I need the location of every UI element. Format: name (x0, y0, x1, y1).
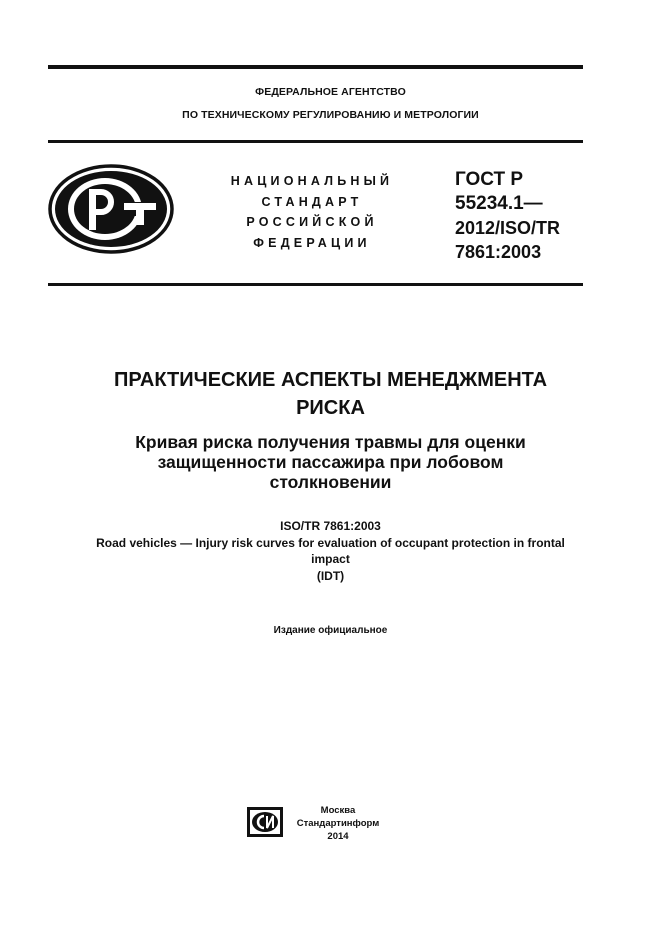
subtitle-line2: защищенности пассажира при лобовом (157, 452, 504, 472)
agency-name-line1: ФЕДЕРАЛЬНОЕ АГЕНТСТВО (255, 86, 406, 98)
masthead-rule (48, 283, 583, 286)
subtitle-line3: столкновении (269, 472, 392, 492)
subtitle-line1: Кривая риска получения травмы для оценки (135, 432, 526, 452)
national-standard-label (212, 171, 412, 253)
publisher-info (293, 804, 383, 843)
rst-gost-emblem-icon (48, 164, 174, 254)
standartinform-logo-icon (246, 806, 284, 838)
title-line1: ПРАКТИЧЕСКИЕ АСПЕКТЫ МЕНЕДЖМЕНТА (113, 369, 548, 391)
document-subtitle (60, 432, 601, 492)
international-reference (0, 518, 661, 584)
national-standard-line3: РОССИЙСКОЙ (246, 215, 378, 229)
top-rule (48, 65, 583, 69)
iso-title-line1: Road vehicles — Injury risk curves for evaluation of occupant protection in frontal (96, 535, 565, 550)
designation-line1: ГОСТ Р (455, 169, 524, 190)
designation-line2: 55234.1— (455, 193, 543, 214)
national-standard-line1: НАЦИОНАЛЬНЫЙ (230, 174, 394, 188)
header-rule (48, 140, 583, 143)
designation-line3: 2012/ISO/TR (455, 218, 561, 238)
edition-label: Издание официальное (273, 625, 388, 636)
national-standard-line2: СТАНДАРТ (261, 194, 363, 209)
standard-designation (455, 168, 595, 264)
publication-year: 2014 (327, 831, 349, 842)
designation-line4: 7861:2003 (455, 242, 542, 262)
iso-code: ISO/TR 7861:2003 (280, 519, 381, 533)
publisher-name: Стандартинформ (296, 818, 380, 829)
document-title (40, 366, 621, 422)
title-line2: РИСКА (296, 397, 365, 419)
equivalence-degree: (IDT) (316, 568, 345, 583)
agency-name-line2: ПО ТЕХНИЧЕСКОМУ РЕГУЛИРОВАНИЮ И МЕТРОЛОГИИ (182, 109, 479, 121)
publisher-city: Москва (320, 805, 356, 816)
iso-title-line2: impact (311, 552, 350, 566)
national-standard-line4: ФЕДЕРАЦИИ (253, 235, 371, 250)
